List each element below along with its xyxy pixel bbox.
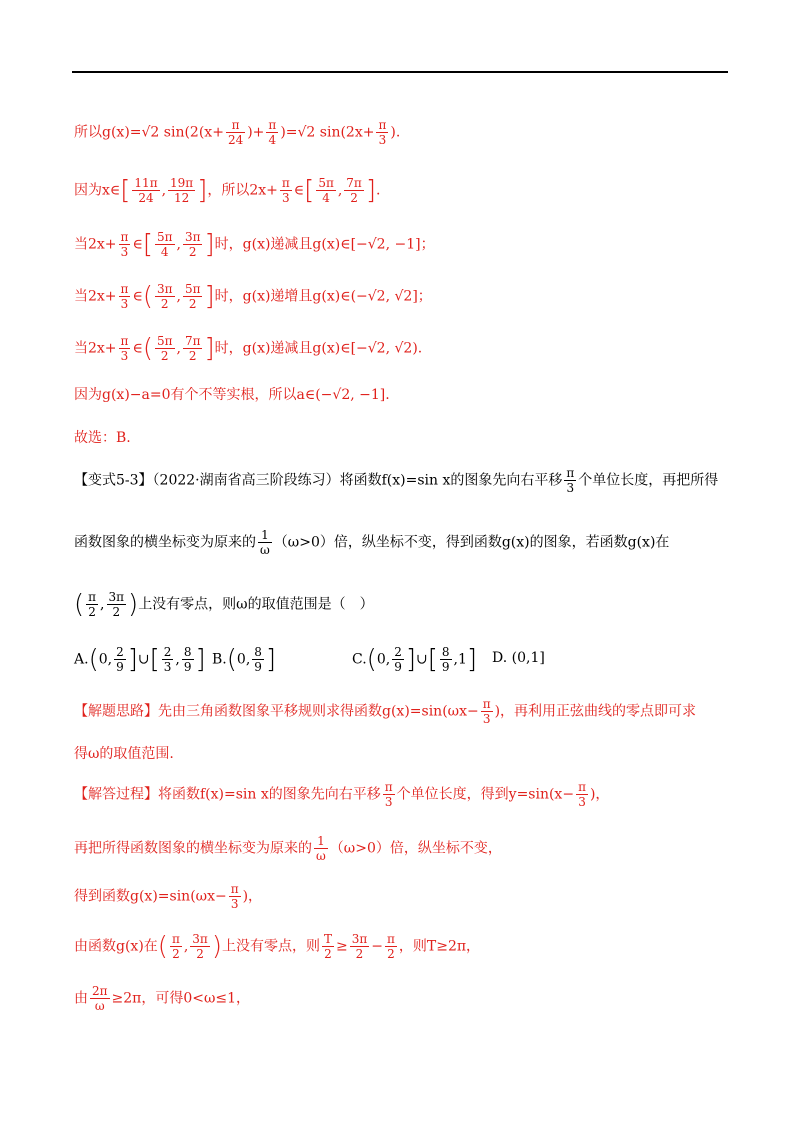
solution-line-6: 因为g(x)−a=0有个不等实根，所以a∈(−√2, −1]. xyxy=(74,387,390,403)
solution-line-1: 所以g(x)=√2 sin(2(x+ $\frac{\pi}{24}$ )+ $\frac{\pi}{4}$ )=√2 sin(2x+ $\frac{\pi}{3}$ ). xyxy=(74,118,401,147)
header-rule xyxy=(72,71,728,73)
process-line-5: 由 $\frac{2\pi}{\omega}$ ≥2π，可得0<ω≤1， xyxy=(74,984,251,1013)
process-line-1: 【解答过程】将函数f(x)=sin x的图象先向右平移 $\frac{\pi}{3}$ 个单位长度，得到y=sin(x− $\frac{\pi}{3}$ )， xyxy=(74,780,610,809)
process-line-3: 得到函数g(x)=sin(ωx− $\frac{\pi}{3}$ )， xyxy=(74,882,263,911)
solution-line-4: 当2x+ $\frac{\pi}{3}$ ∈( $\frac{3\pi}{2}$ , $\frac{5\pi}{2}$ ]时，g(x)递增且g(x)∈(−√2, √2]； xyxy=(74,281,432,312)
problem-line-3: ( $\frac{\pi}{2}$ , $\frac{3\pi}{2}$ )上没有零点，则ω的取值范围是（ ） xyxy=(74,589,374,620)
option-d: D. (0,1] xyxy=(492,650,545,666)
problem-line-1: 【变式5-3】（2022·湖南省高三阶段练习）将函数f(x)=sin x的图象先向右平移 $\frac{\pi}{3}$ 个单位长度，再把所得 xyxy=(74,466,719,495)
process-line-2: 再把所得函数图象的横坐标变为原来的 $\frac{1}{\omega}$ （ω>0）倍，纵坐标不变， xyxy=(74,834,502,863)
hint-line-1: 【解题思路】先由三角函数图象平移规则求得函数g(x)=sin(ωx− $\frac{\pi}{3}$ )，再利用正弦曲线的零点即可求 xyxy=(74,697,697,726)
option-c: C.(0, $\frac{2}{9}$ ]∪[ $\frac{8}{9}$ ,1] xyxy=(352,644,478,675)
solution-line-3: 当2x+ $\frac{\pi}{3}$ ∈[ $\frac{5\pi}{4}$ , $\frac{3\pi}{2}$ ]时，g(x)递减且g(x)∈[−√2, −1]； xyxy=(74,229,435,260)
solution-line-5: 当2x+ $\frac{\pi}{3}$ ∈( $\frac{5\pi}{2}$ , $\frac{7\pi}{2}$ ]时，g(x)递减且g(x)∈[−√2, √2). xyxy=(74,333,423,364)
solution-answer: 故选：B. xyxy=(74,430,131,446)
option-a: A.(0, $\frac{2}{9}$ ]∪[ $\frac{2}{3}$ , $\frac{8}{9}$ ] xyxy=(74,644,206,675)
hint-line-2: 得ω的取值范围. xyxy=(74,746,174,762)
solution-line-2: 因为x∈[ $\frac{11\pi}{24}$ , $\frac{19\pi}{12}$ ]，所以2x+ $\frac{\pi}{3}$ ∈[ $\frac{5\pi}{4}$ , $\frac{7\pi}{2}$ ]. xyxy=(74,175,381,206)
problem-line-2: 函数图象的横坐标变为原来的 $\frac{1}{\omega}$ （ω>0）倍，纵坐标不变，得到函数g(x)的图象，若函数g(x)在 xyxy=(74,528,670,557)
option-b: B.(0, $\frac{8}{9}$ ] xyxy=(212,644,277,675)
process-line-4: 由函数g(x)在( $\frac{\pi}{2}$ , $\frac{3\pi}{2}$ )上没有零点，则 $\frac{T}{2}$ ≥ $\frac{3\pi}{2}$ − $\frac{\pi}{2}$ ，则T≥2π， xyxy=(74,931,481,962)
